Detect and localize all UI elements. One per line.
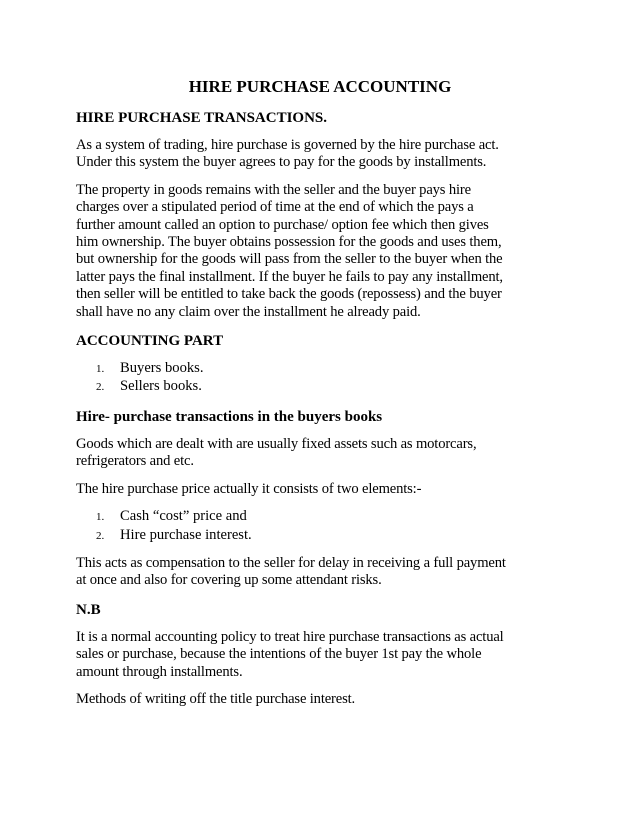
paragraph	[76, 555, 564, 590]
paragraph	[76, 137, 564, 172]
list-item-text: Cash “cost” price and	[120, 508, 247, 525]
paragraph-line: sales or purchase, because the intentions of the buyer 1st pay the whole	[76, 646, 482, 663]
list-item	[76, 527, 564, 545]
paragraph-line: Goods which are dealt with are usually fixed assets such as motorcars,	[76, 435, 477, 452]
list-item-text: Sellers books.	[120, 378, 202, 395]
paragraph-line: This acts as compensation to the seller for delay in receiving a full payment	[76, 554, 506, 571]
paragraph-line: The property in goods remains with the seller and the buyer pays hire	[76, 181, 471, 198]
section-heading: Hire- purchase transactions in the buyers books	[76, 408, 383, 425]
paragraph	[76, 481, 564, 498]
section-heading: ACCOUNTING PART	[76, 333, 224, 350]
document-title: HIRE PURCHASE ACCOUNTING	[188, 77, 452, 96]
paragraph	[76, 629, 564, 681]
document-body	[76, 108, 564, 708]
numbered-list	[76, 508, 564, 545]
list-item	[76, 378, 564, 396]
section-heading: N.B	[76, 601, 101, 618]
paragraph-line: further amount called an option to purchase/ option fee which then gives	[76, 216, 489, 233]
paragraph-line: Under this system the buyer agrees to pay for the goods by installments.	[76, 154, 487, 171]
paragraph-line: latter pays the final installment. If the buyer he fails to pay any installment,	[76, 268, 503, 285]
paragraph-line: Methods of writing off the title purchase interest.	[76, 690, 356, 707]
paragraph-line: then seller will be entitled to take back the goods (repossess) and the buyer	[76, 286, 502, 303]
paragraph-line: refrigerators and etc.	[76, 453, 194, 470]
paragraph-line: amount through installments.	[76, 663, 243, 680]
document-page	[76, 76, 564, 718]
paragraph-line: It is a normal accounting policy to treat hire purchase transactions as actual	[76, 628, 504, 645]
list-item-number: 1.	[96, 363, 105, 376]
paragraph-line: him ownership. The buyer obtains possession for the goods and uses them,	[76, 234, 502, 251]
paragraph-line: As a system of trading, hire purchase is governed by the hire purchase act.	[76, 137, 499, 153]
paragraph-line: but ownership for the goods will pass from the seller to the buyer when the	[76, 251, 503, 268]
list-item-number: 2.	[96, 381, 105, 394]
numbered-list	[76, 360, 564, 397]
list-item-text: Hire purchase interest.	[120, 526, 252, 543]
list-item-text: Buyers books.	[120, 360, 204, 377]
list-item-number: 1.	[96, 511, 105, 524]
paragraph	[76, 182, 564, 321]
paragraph	[76, 436, 564, 471]
paragraph-line: at once and also for covering up some attendant risks.	[76, 572, 382, 589]
list-item	[76, 508, 564, 526]
paragraph	[76, 691, 564, 708]
list-item-number: 2.	[96, 529, 105, 542]
paragraph-line: The hire purchase price actually it consists of two elements:-	[76, 480, 422, 497]
paragraph-line: charges over a stipulated period of time at the end of which the pays a	[76, 199, 474, 216]
paragraph-line: shall have no any claim over the installment he already paid.	[76, 303, 421, 320]
section-heading: HIRE PURCHASE TRANSACTIONS.	[76, 110, 328, 126]
list-item	[76, 360, 564, 378]
